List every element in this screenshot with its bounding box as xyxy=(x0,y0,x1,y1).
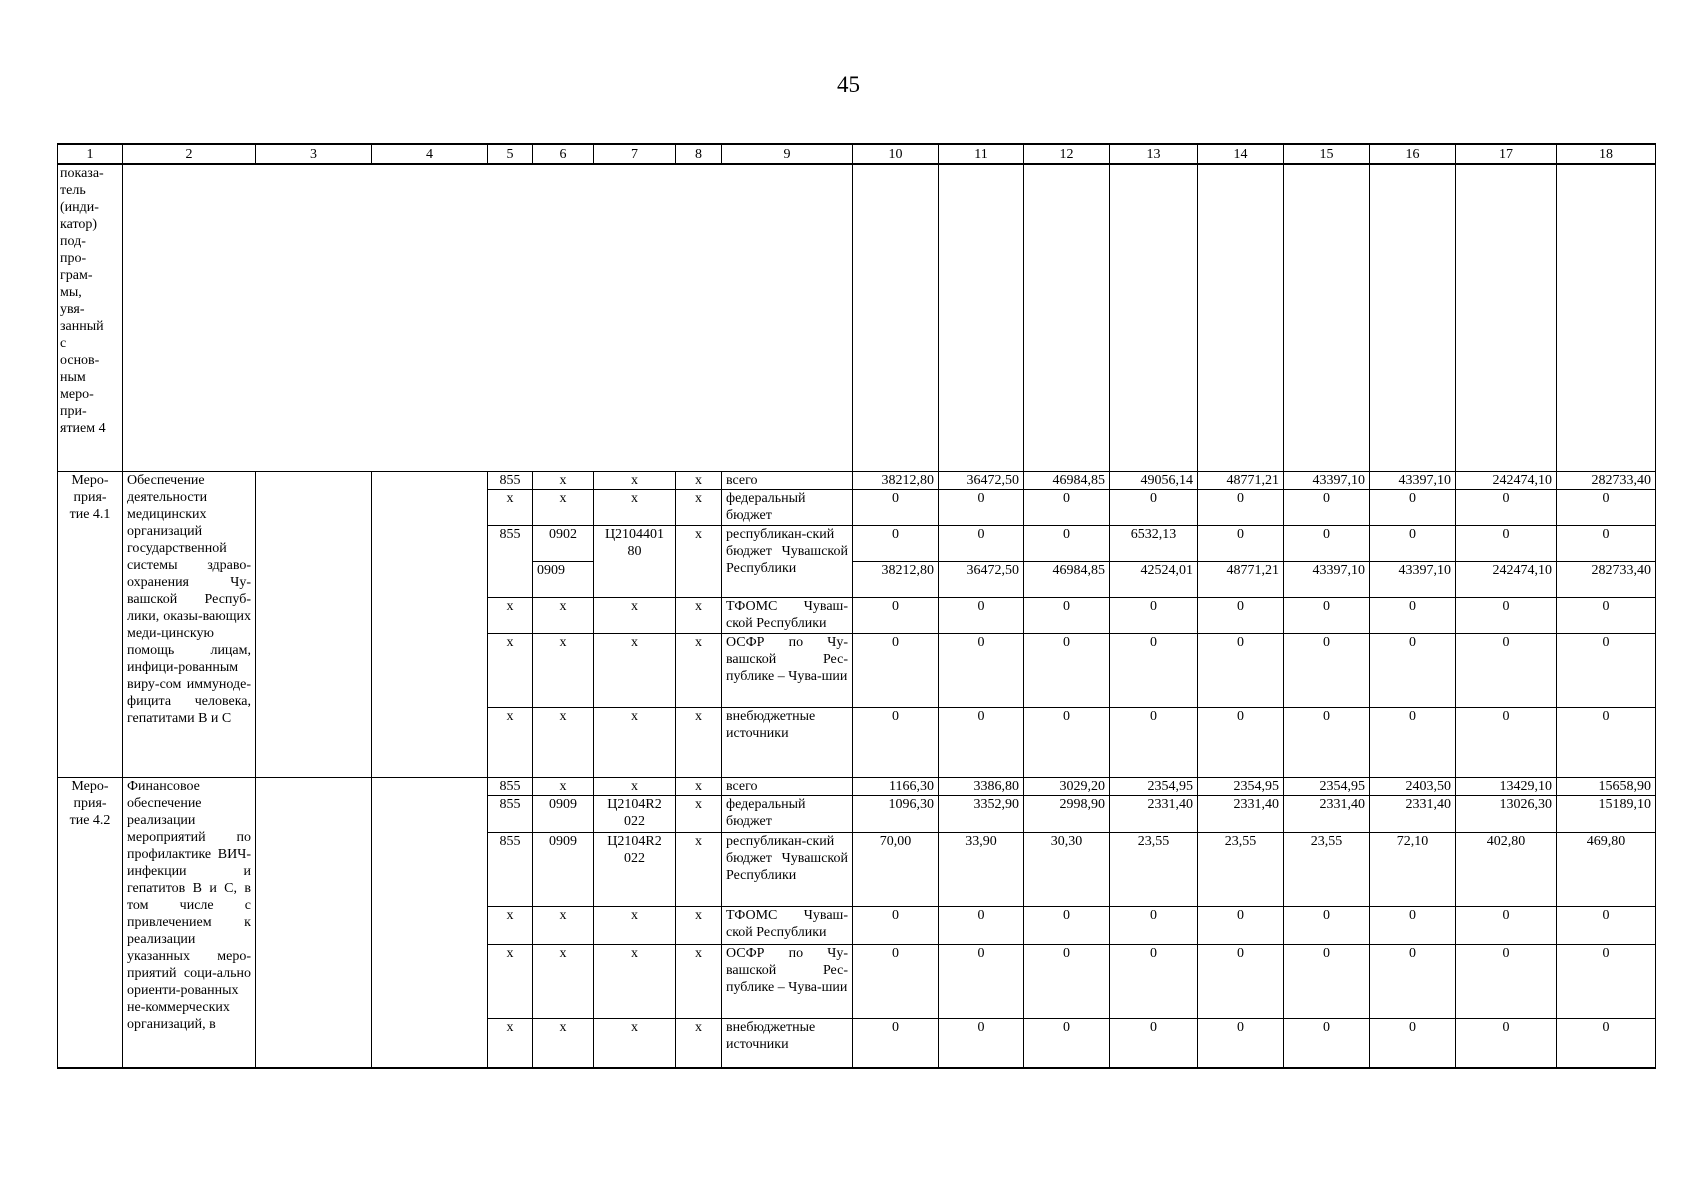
value-cell: 0 xyxy=(939,707,1024,777)
indicator-empty-cell xyxy=(123,164,853,471)
value-cell: 3352,90 xyxy=(939,795,1024,832)
value-cell: 15658,90 xyxy=(1557,777,1656,795)
cell: х xyxy=(594,597,676,633)
value-cell: 0 xyxy=(1557,525,1656,561)
cell: х xyxy=(533,777,594,795)
cell: х xyxy=(594,707,676,777)
funding-source: внебюджетные источники xyxy=(722,707,853,777)
page-number: 45 xyxy=(837,72,860,97)
value-cell: 0 xyxy=(1557,906,1656,944)
cell: х xyxy=(676,633,722,707)
cell: х xyxy=(676,707,722,777)
funding-source: всего xyxy=(722,777,853,795)
value-cell: 0 xyxy=(1456,489,1557,525)
cell: х xyxy=(594,1018,676,1068)
cell: 855 xyxy=(488,795,533,832)
value-cell: 0 xyxy=(1284,944,1370,1018)
value-cell: 2998,90 xyxy=(1024,795,1110,832)
indicator-label: показа- тель (инди- катор) под- про- грам- мы, увя- занный с основ- ным меро- при- ятием 4 xyxy=(58,164,123,471)
value-cell: 23,55 xyxy=(1110,832,1198,906)
value-cell: 0 xyxy=(1024,1018,1110,1068)
cell: 0909 xyxy=(533,795,594,832)
value-cell: 0 xyxy=(939,597,1024,633)
cell: 0909 xyxy=(533,561,594,597)
cell: х xyxy=(533,597,594,633)
value-cell: 0 xyxy=(1557,1018,1656,1068)
cell: х xyxy=(533,906,594,944)
value-cell: 0 xyxy=(1370,525,1456,561)
value-cell: 0 xyxy=(1024,525,1110,561)
value-cell: 282733,40 xyxy=(1557,561,1656,597)
value-cell: 0 xyxy=(1370,1018,1456,1068)
value-cell: 0 xyxy=(1024,633,1110,707)
value-cell: 0 xyxy=(1284,489,1370,525)
column-number-row xyxy=(58,144,1656,164)
cell: х xyxy=(488,944,533,1018)
value-cell: 30,30 xyxy=(1024,832,1110,906)
cell: х xyxy=(676,906,722,944)
measure-name: Финансовое обеспечение реализации мероприятий по профилактике ВИЧ-инфекции и гепатитов В и С, в том числе с привлечением к реализации указанных меро-приятий соци-ально ориенти-рованных не-коммерческих организаций, в xyxy=(123,777,256,1068)
cell: х xyxy=(676,795,722,832)
cell: х xyxy=(533,489,594,525)
value-cell: 0 xyxy=(1557,597,1656,633)
col-number: 12 xyxy=(1024,144,1110,164)
value-cell: 33,90 xyxy=(939,832,1024,906)
measure-code: Меро- прия- тие 4.1 xyxy=(58,471,123,777)
value-cell: 3386,80 xyxy=(939,777,1024,795)
value-cell: 0 xyxy=(1284,1018,1370,1068)
cell: х xyxy=(488,597,533,633)
value-cell: 2354,95 xyxy=(1110,777,1198,795)
value-cell: 282733,40 xyxy=(1557,471,1656,489)
value-cell: 49056,14 xyxy=(1110,471,1198,489)
cell: Ц2104401 80 xyxy=(594,525,676,597)
value-cell: 0 xyxy=(1284,906,1370,944)
value-cell: 70,00 xyxy=(853,832,939,906)
cell: х xyxy=(594,633,676,707)
cell: 0909 xyxy=(533,832,594,906)
value-cell: 0 xyxy=(853,489,939,525)
value-cell: 0 xyxy=(1557,633,1656,707)
value-cell: 46984,85 xyxy=(1024,471,1110,489)
value-cell: 15189,10 xyxy=(1557,795,1656,832)
value-cell: 2354,95 xyxy=(1198,777,1284,795)
funding-source: внебюджетные источники xyxy=(722,1018,853,1068)
col-number: 15 xyxy=(1284,144,1370,164)
value-cell: 0 xyxy=(1456,525,1557,561)
value-cell: 0 xyxy=(1110,489,1198,525)
value-cell: 0 xyxy=(939,1018,1024,1068)
col-number: 1 xyxy=(58,144,123,164)
cell: х xyxy=(676,597,722,633)
cell: х xyxy=(594,906,676,944)
value-cell: 0 xyxy=(1456,906,1557,944)
value-cell: 469,80 xyxy=(1557,832,1656,906)
value-cell: 0 xyxy=(1024,489,1110,525)
value-cell: 0 xyxy=(1198,633,1284,707)
value-cell: 46984,85 xyxy=(1024,561,1110,597)
value-cell: 13026,30 xyxy=(1456,795,1557,832)
value-cell: 43397,10 xyxy=(1284,561,1370,597)
col-number: 14 xyxy=(1198,144,1284,164)
value-cell: 2331,40 xyxy=(1284,795,1370,832)
value-cell: 0 xyxy=(1198,1018,1284,1068)
value-cell: 0 xyxy=(1284,525,1370,561)
funding-source: ОСФР по Чу-вашской Рес-публике – Чува-шии xyxy=(722,633,853,707)
value-cell: 0 xyxy=(939,633,1024,707)
value-cell: 0 xyxy=(1456,597,1557,633)
value-cell: 0 xyxy=(939,944,1024,1018)
value-cell: 2354,95 xyxy=(1284,777,1370,795)
value-cell: 402,80 xyxy=(1456,832,1557,906)
value-cell: 0 xyxy=(1557,707,1656,777)
funding-source: республикан-ский бюджет Чувашской Республики xyxy=(722,525,853,597)
value-cell: 0 xyxy=(1370,633,1456,707)
cell: 855 xyxy=(488,777,533,795)
value-cell: 0 xyxy=(1024,944,1110,1018)
col-number: 10 xyxy=(853,144,939,164)
value-cell: 0 xyxy=(1456,707,1557,777)
cell: х xyxy=(676,944,722,1018)
value-cell: 0 xyxy=(853,944,939,1018)
value-cell: 242474,10 xyxy=(1456,471,1557,489)
value-cell: 48771,21 xyxy=(1198,561,1284,597)
value-cell: 0 xyxy=(939,906,1024,944)
value-cell: 0 xyxy=(1198,525,1284,561)
cell: х xyxy=(533,471,594,489)
value-cell: 0 xyxy=(1024,707,1110,777)
col-number: 17 xyxy=(1456,144,1557,164)
value-cell: 36472,50 xyxy=(939,561,1024,597)
cell: х xyxy=(594,489,676,525)
cell: Ц2104R2 022 xyxy=(594,832,676,906)
value-cell: 38212,80 xyxy=(853,471,939,489)
value-cell: 0 xyxy=(853,707,939,777)
col-number: 9 xyxy=(722,144,853,164)
cell: х xyxy=(676,525,722,597)
value-cell: 1166,30 xyxy=(853,777,939,795)
value-cell: 0 xyxy=(1370,489,1456,525)
value-cell: 6532,13 xyxy=(1110,525,1198,561)
cell: х xyxy=(533,707,594,777)
value-cell: 2331,40 xyxy=(1198,795,1284,832)
cell: 855 xyxy=(488,832,533,906)
funding-source: ОСФР по Чу-вашской Рес-публике – Чува-шии xyxy=(722,944,853,1018)
value-cell: 0 xyxy=(1198,489,1284,525)
table-row xyxy=(58,777,1656,795)
value-cell: 23,55 xyxy=(1284,832,1370,906)
value-cell: 43397,10 xyxy=(1370,561,1456,597)
col-number: 8 xyxy=(676,144,722,164)
cell: х xyxy=(676,489,722,525)
funding-source: ТФОМС Чуваш-ской Республики xyxy=(722,906,853,944)
value-cell: 42524,01 xyxy=(1110,561,1198,597)
col-number: 18 xyxy=(1557,144,1656,164)
value-cell: 0 xyxy=(1557,944,1656,1018)
table-row xyxy=(58,471,1656,489)
value-cell: 48771,21 xyxy=(1198,471,1284,489)
value-cell: 1096,30 xyxy=(853,795,939,832)
value-cell: 2403,50 xyxy=(1370,777,1456,795)
value-cell: 0 xyxy=(1456,633,1557,707)
value-cell: 0 xyxy=(1110,633,1198,707)
value-cell: 0 xyxy=(1284,633,1370,707)
value-cell: 0 xyxy=(1370,944,1456,1018)
col-number: 5 xyxy=(488,144,533,164)
value-cell: 0 xyxy=(1198,707,1284,777)
col-number: 11 xyxy=(939,144,1024,164)
indicator-row xyxy=(58,164,1656,471)
funding-source: федеральный бюджет xyxy=(722,489,853,525)
cell: Ц2104R2 022 xyxy=(594,795,676,832)
value-cell: 0 xyxy=(1110,597,1198,633)
value-cell: 0 xyxy=(1456,1018,1557,1068)
funding-source: ТФОМС Чуваш-ской Республики xyxy=(722,597,853,633)
value-cell: 242474,10 xyxy=(1456,561,1557,597)
col-number: 3 xyxy=(256,144,372,164)
cell: х xyxy=(488,707,533,777)
cell: х xyxy=(676,471,722,489)
value-cell: 2331,40 xyxy=(1110,795,1198,832)
cell: х xyxy=(488,489,533,525)
col-number: 7 xyxy=(594,144,676,164)
col-number: 13 xyxy=(1110,144,1198,164)
value-cell: 43397,10 xyxy=(1370,471,1456,489)
col-number: 6 xyxy=(533,144,594,164)
value-cell: 0 xyxy=(1110,906,1198,944)
value-cell: 23,55 xyxy=(1198,832,1284,906)
col-number: 4 xyxy=(372,144,488,164)
value-cell: 38212,80 xyxy=(853,561,939,597)
cell: 0902 xyxy=(533,525,594,561)
cell: х xyxy=(533,1018,594,1068)
value-cell: 0 xyxy=(939,489,1024,525)
cell: х xyxy=(676,1018,722,1068)
value-cell: 43397,10 xyxy=(1284,471,1370,489)
value-cell: 0 xyxy=(853,525,939,561)
cell: х xyxy=(594,944,676,1018)
funding-source: всего xyxy=(722,471,853,489)
funding-source: республикан-ский бюджет Чувашской Республики xyxy=(722,832,853,906)
value-cell: 0 xyxy=(1198,906,1284,944)
measure-name: Обеспечение деятельности медицинских организаций государственной системы здраво-охранения Чу-вашской Респуб-лики, оказы-вающих меди-цинскую помощь лицам, инфици-рованным виру-сом иммуноде-фицита человека, гепатитами В и С xyxy=(123,471,256,777)
funding-source: федеральный бюджет xyxy=(722,795,853,832)
value-cell: 0 xyxy=(1284,707,1370,777)
value-cell: 0 xyxy=(853,633,939,707)
value-cell: 36472,50 xyxy=(939,471,1024,489)
value-cell: 0 xyxy=(853,597,939,633)
cell: х xyxy=(676,832,722,906)
value-cell: 0 xyxy=(1198,597,1284,633)
value-cell: 0 xyxy=(1110,944,1198,1018)
value-cell: 0 xyxy=(1370,707,1456,777)
value-cell: 2331,40 xyxy=(1370,795,1456,832)
value-cell: 0 xyxy=(853,906,939,944)
value-cell: 0 xyxy=(1370,906,1456,944)
value-cell: 0 xyxy=(1456,944,1557,1018)
cell: х xyxy=(488,1018,533,1068)
cell: х xyxy=(594,471,676,489)
value-cell: 0 xyxy=(1024,597,1110,633)
cell: 855 xyxy=(488,525,533,597)
col-number: 2 xyxy=(123,144,256,164)
value-cell: 0 xyxy=(1370,597,1456,633)
value-cell: 0 xyxy=(1024,906,1110,944)
cell: х xyxy=(488,633,533,707)
value-cell: 0 xyxy=(1110,707,1198,777)
value-cell: 13429,10 xyxy=(1456,777,1557,795)
cell: х xyxy=(533,633,594,707)
cell: х xyxy=(488,906,533,944)
value-cell: 72,10 xyxy=(1370,832,1456,906)
value-cell: 0 xyxy=(1198,944,1284,1018)
cell: х xyxy=(676,777,722,795)
value-cell: 0 xyxy=(1110,1018,1198,1068)
value-cell: 0 xyxy=(1557,489,1656,525)
measure-code: Меро- прия- тие 4.2 xyxy=(58,777,123,1068)
cell: х xyxy=(594,777,676,795)
col-number: 16 xyxy=(1370,144,1456,164)
cell: 855 xyxy=(488,471,533,489)
cell: х xyxy=(533,944,594,1018)
value-cell: 3029,20 xyxy=(1024,777,1110,795)
budget-table xyxy=(57,143,1656,1069)
value-cell: 0 xyxy=(939,525,1024,561)
value-cell: 0 xyxy=(1284,597,1370,633)
value-cell: 0 xyxy=(853,1018,939,1068)
